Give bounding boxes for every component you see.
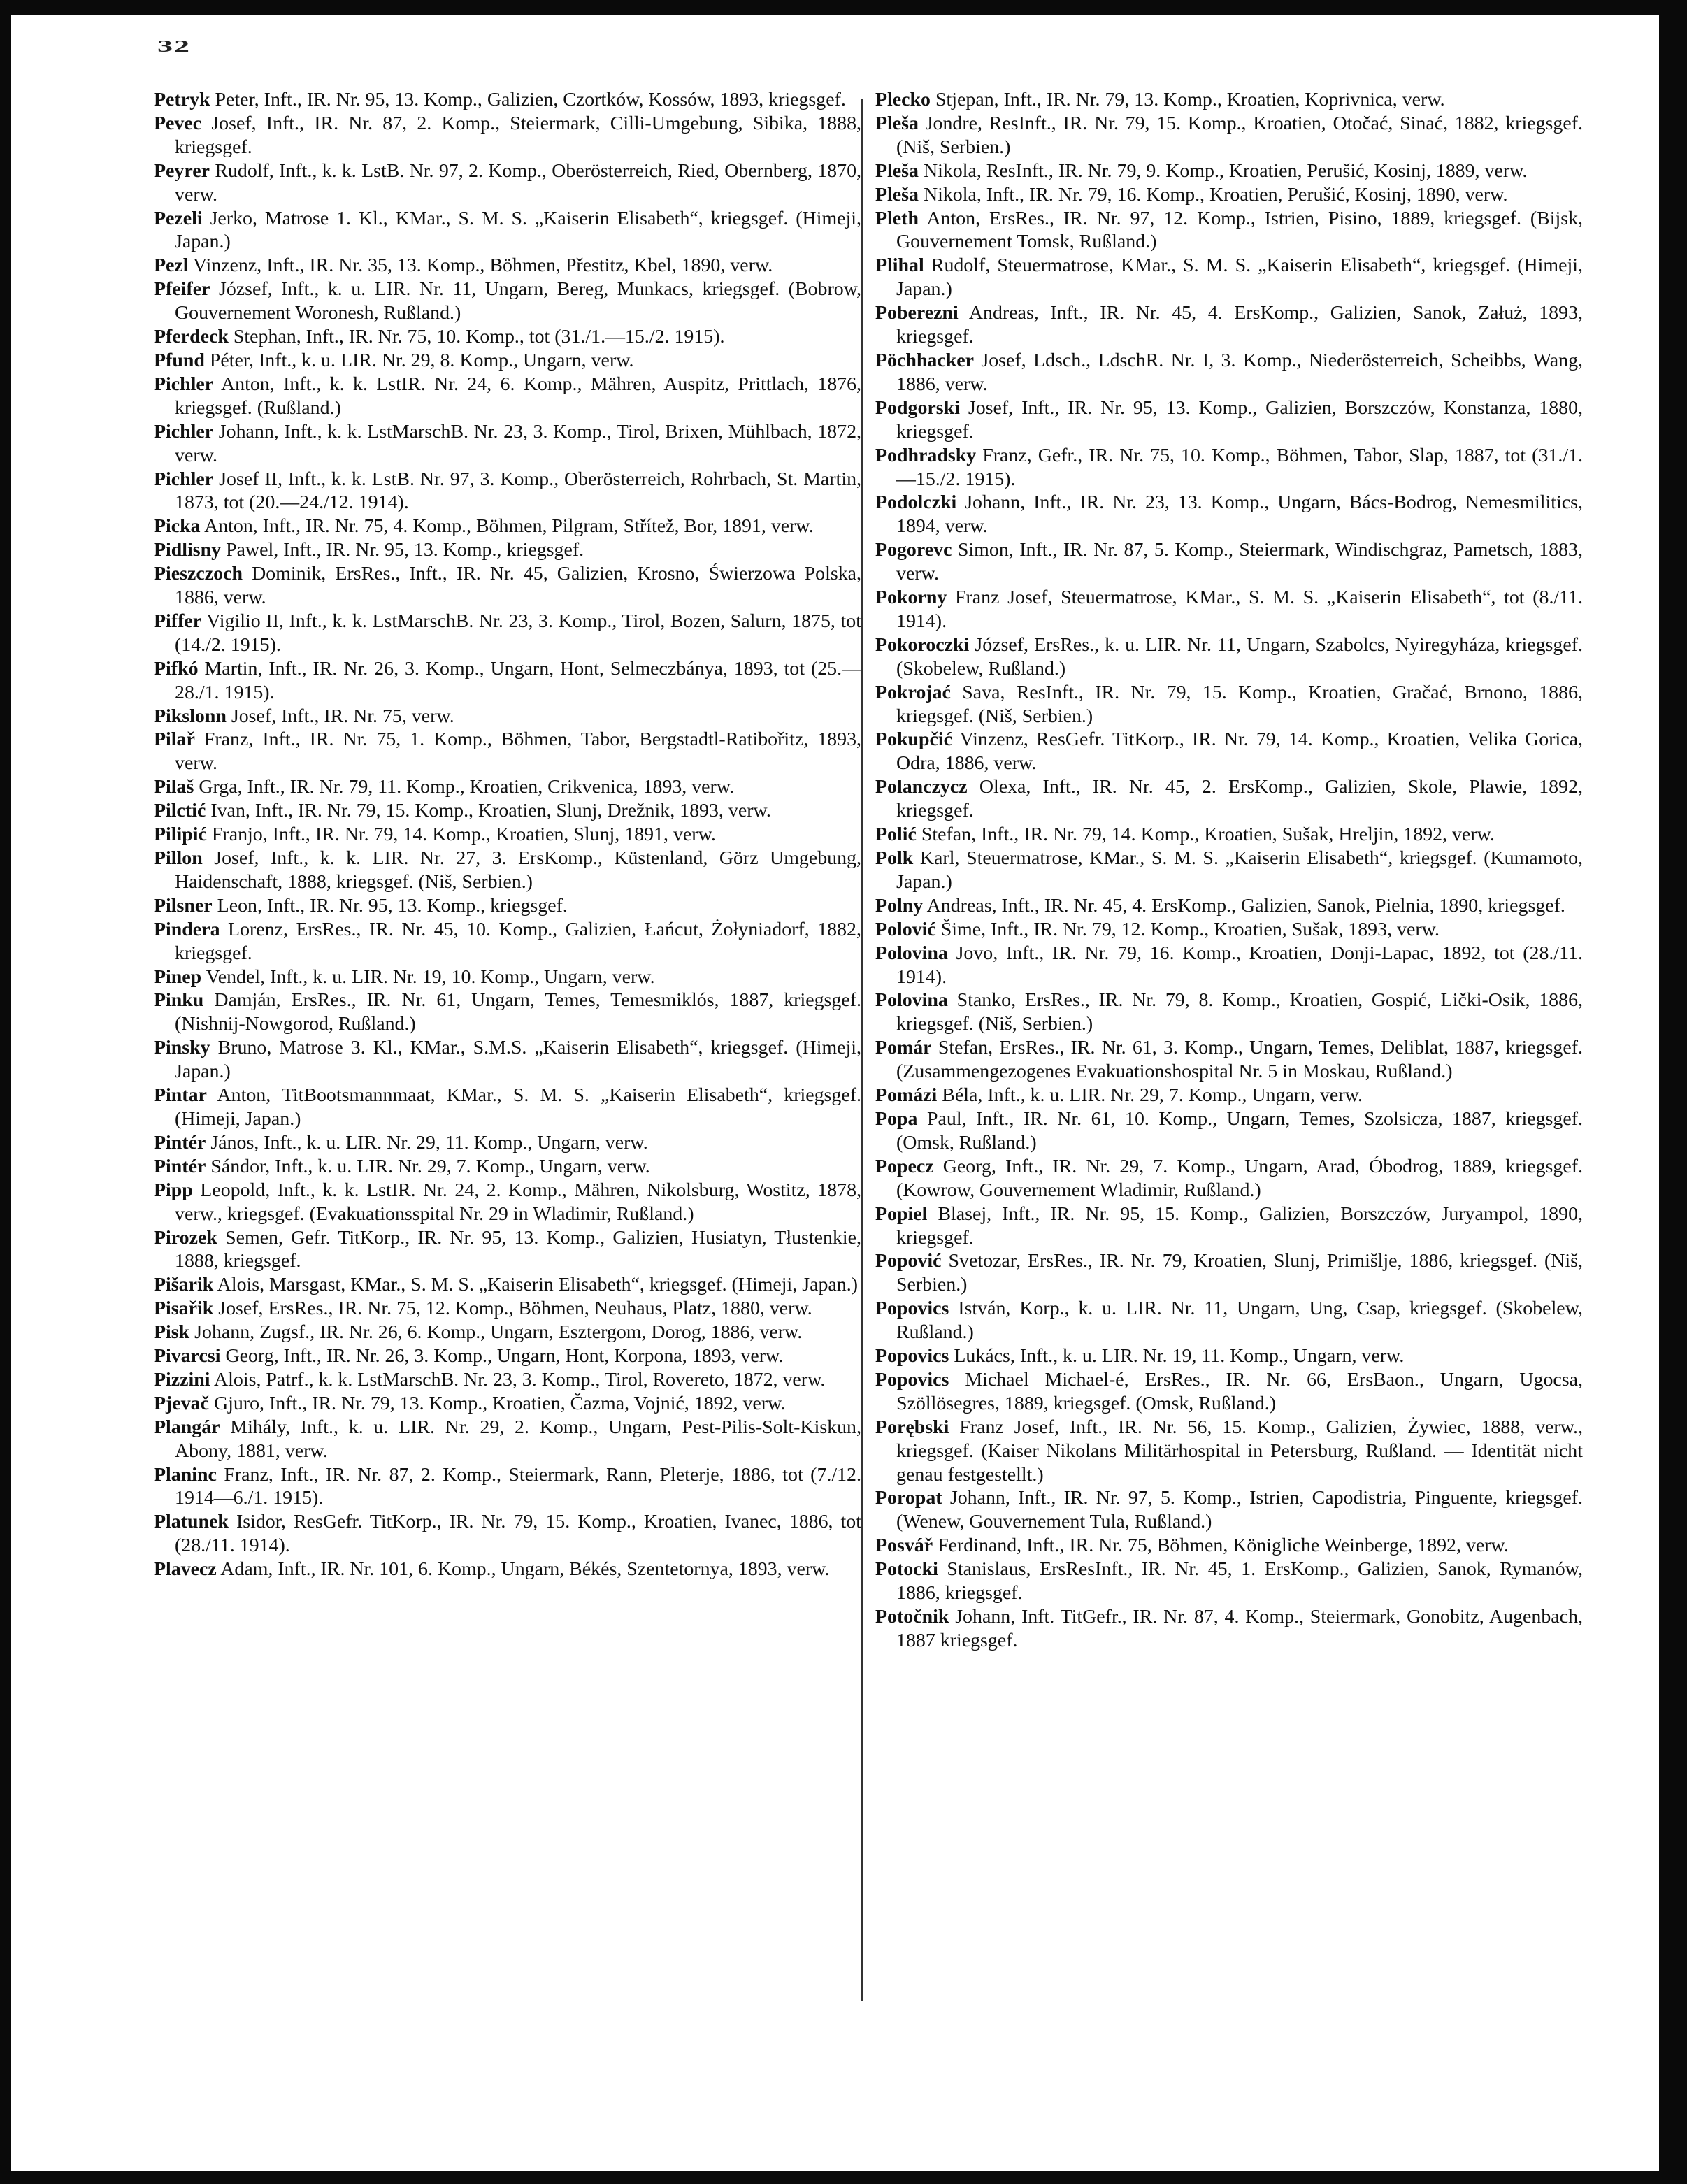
entry-surname: Pillon [154,847,203,869]
casualty-entry [875,942,1583,989]
casualty-entry [875,88,1583,112]
casualty-entry [875,681,1583,728]
entry-surname: Pilař [154,728,195,751]
entry-details: Josef, Inft., IR. Nr. 95, 13. Komp., Galizien, Borszczów, Konstanza, 1880, kriegsgef. [896,396,1583,443]
entry-surname: Pieszczoch [154,563,243,585]
casualty-entry [154,728,861,775]
entry-details: Svetozar, ErsRes., IR. Nr. 79, Kroatien, Slunj, Primišlje, 1886, kriegsgef. (Niš, Serbien.) [896,1250,1583,1296]
entry-details: Vendel, Inft., k. u. LIR. Nr. 19, 10. Komp., Ungarn, verw. [206,965,655,988]
right-column [875,88,1583,1653]
entry-details: Simon, Inft., IR. Nr. 87, 5. Komp., Steiermark, Windischgraz, Pametsch, 1883, verw. [896,539,1583,585]
entry-details: Andreas, Inft., IR. Nr. 45, 4. ErsKomp., Galizien, Sanok, Pielnia, 1890, kriegsgef. [926,894,1565,917]
entry-details: Johann, Zugsf., IR. Nr. 26, 6. Komp., Ungarn, Esztergom, Dorog, 1886, verw. [194,1321,803,1344]
entry-surname: Planinc [154,1463,217,1486]
casualty-entry [154,159,861,207]
entry-surname: Popovics [875,1368,949,1391]
casualty-entry [875,633,1583,681]
entry-details: Georg, Inft., IR. Nr. 26, 3. Komp., Ungarn, Hont, Korpona, 1893, verw. [225,1345,784,1367]
casualty-entry [875,1368,1583,1416]
casualty-entry [154,349,861,373]
casualty-entry [154,1368,861,1392]
entry-details: Franz, Inft., IR. Nr. 87, 2. Komp., Steiermark, Rann, Pleterje, 1886, tot (7./12. 1914—6./1. 1915). [175,1463,861,1509]
entry-details: Adam, Inft., IR. Nr. 101, 6. Komp., Ungarn, Békés, Szentetornya, 1893, verw. [220,1558,830,1581]
casualty-entry [875,1558,1583,1605]
casualty-entry [875,396,1583,444]
entry-details: Sava, ResInft., IR. Nr. 79, 15. Komp., Kroatien, Gračać, Brnono, 1886, kriegsgef. (Niš, Serbien.) [896,681,1583,727]
entry-surname: Polovina [875,989,948,1012]
entry-details: Damján, ErsRes., IR. Nr. 61, Ungarn, Temes, Temesmiklós, 1887, kriegsgef. (Nishnij-Nowgorod, Rußland.) [175,989,861,1035]
entry-details: Johann, Inft., IR. Nr. 97, 5. Komp., Istrien, Capodistria, Pinguente, kriegsgef. (Wenew, Gouvernement Tula, Rußland.) [896,1487,1583,1533]
entry-details: Rudolf, Steuermatrose, KMar., S. M. S. „Kaiserin Elisabeth“, kriegsgef. (Himeji, Japan.) [896,254,1583,301]
casualty-entry [154,894,861,918]
entry-details: Karl, Steuermatrose, KMar., S. M. S. „Kaiserin Elisabeth“, kriegsgef. (Kumamoto, Japan.) [896,847,1583,893]
entry-surname: Pilipić [154,824,207,846]
entry-details: Alois, Patrf., k. k. LstMarschB. Nr. 23, 3. Komp., Tirol, Rovereto, 1872, verw. [214,1368,826,1391]
entry-details: Anton, Inft., k. k. LstIR. Nr. 24, 6. Komp., Mähren, Auspitz, Prittlach, 1876, kriegsgef. (Rußland.) [175,373,862,419]
casualty-entry [154,965,861,989]
entry-details: Ferdinand, Inft., IR. Nr. 75, Böhmen, Königliche Weinberge, 1892, verw. [938,1535,1509,1557]
entry-surname: Pifkó [154,657,199,680]
entry-surname: Pindera [154,918,220,940]
entry-details: Stanko, ErsRes., IR. Nr. 79, 8. Komp., Kroatien, Gospić, Lički-Osik, 1886, kriegsgef. (Niš, Serbien.) [896,989,1583,1035]
casualty-entry [154,1155,861,1179]
entry-details: István, Korp., k. u. LIR. Nr. 11, Ungarn, Ung, Csap, kriegsgef. (Skobelew, Rußland.) [896,1298,1583,1344]
entry-surname: Pokorny [875,587,947,609]
entry-details: Bruno, Matrose 3. Kl., KMar., S.M.S. „Kaiserin Elisabeth“, kriegsgef. (Himeji, Japan.) [175,1037,861,1083]
entry-details: Grga, Inft., IR. Nr. 79, 11. Komp., Kroatien, Crikvenica, 1893, verw. [199,776,735,798]
entry-surname: Pinep [154,965,202,988]
entry-surname: Poberezni [875,302,959,324]
entry-details: Lukács, Inft., k. u. LIR. Nr. 19, 11. Komp., Ungarn, verw. [954,1345,1405,1367]
entry-details: József, Inft., k. u. LIR. Nr. 11, Ungarn, Bereg, Munkacs, kriegsgef. (Bobrow, Gouvernement Woronesh, Rußland.) [175,278,861,324]
casualty-entry [875,918,1583,942]
entry-surname: Popa [875,1107,918,1130]
casualty-entry [154,1131,861,1155]
casualty-entry [154,1463,861,1511]
entry-surname: Picka [154,515,201,538]
casualty-entry [154,657,861,705]
entry-surname: Pomázi [875,1084,938,1107]
casualty-entry [154,1179,861,1226]
casualty-entry [154,468,861,515]
casualty-entry [154,373,861,420]
entry-details: Nikola, ResInft., IR. Nr. 79, 9. Komp., Kroatien, Perušić, Kosinj, 1889, verw. [923,159,1528,182]
casualty-entry [875,1416,1583,1487]
entry-surname: Popiel [875,1202,928,1225]
entry-surname: Piffer [154,610,202,632]
casualty-entry [154,1344,861,1368]
scan-border-top [0,0,1687,15]
casualty-entry [875,207,1583,254]
entry-surname: Pichler [154,420,214,443]
entry-details: Josef, Inft., IR. Nr. 87, 2. Komp., Steiermark, Cilli-Umgebung, Sibika, 1888, kriegsgef. [175,112,861,158]
casualty-entry [154,88,861,112]
left-column [154,88,861,1581]
casualty-entry [875,1202,1583,1250]
casualty-entry [154,112,861,159]
casualty-entry [154,610,861,657]
entry-surname: Pomár [875,1037,932,1059]
casualty-entry [154,847,861,894]
entry-surname: Pjevač [154,1392,209,1414]
entry-details: Franz, Gefr., IR. Nr. 75, 10. Komp., Böhmen, Tabor, Slap, 1887, tot (31./1.—15./2. 1915). [896,444,1583,490]
entry-surname: Pirozek [154,1226,217,1249]
casualty-entry [154,1297,861,1321]
entry-details: Mihály, Inft., k. u. LIR. Nr. 29, 2. Komp., Ungarn, Pest-Pilis-Solt-Kiskun, Abony, 1881, verw. [175,1416,861,1462]
casualty-entry [875,1249,1583,1297]
casualty-entry [154,538,861,562]
casualty-entry [875,847,1583,894]
entry-details: Josef, Inft., k. k. LIR. Nr. 27, 3. ErsKomp., Küstenland, Görz Umgebung, Haidenschaft, 1888, kriegsgef. (Niš, Serbien.) [175,847,861,893]
casualty-entry [875,538,1583,586]
entry-surname: Pinsky [154,1037,210,1059]
column-divider [861,99,863,2001]
entry-surname: Pivarcsi [154,1345,221,1367]
entry-details: Franjo, Inft., IR. Nr. 79, 14. Komp., Kroatien, Slunj, 1891, verw. [211,824,716,846]
casualty-entry [154,1510,861,1558]
entry-details: Isidor, ResGefr. TitKorp., IR. Nr. 79, 15. Komp., Kroatien, Ivanec, 1886, tot (28./11. 1914). [175,1511,861,1557]
entry-surname: Polović [875,918,936,940]
casualty-entry [154,799,861,823]
entry-surname: Podolczki [875,491,957,514]
casualty-entry [875,775,1583,823]
entry-surname: Popovics [875,1298,949,1320]
casualty-entry [875,301,1583,349]
entry-surname: Podgorski [875,396,960,419]
entry-surname: Pleša [875,112,919,134]
casualty-entry [154,989,861,1036]
entry-details: Olexa, Inft., IR. Nr. 45, 2. ErsKomp., Galizien, Skole, Plawie, 1892, kriegsgef. [896,776,1583,822]
entry-details: Anton, Inft., IR. Nr. 75, 4. Komp., Böhmen, Pilgram, Střítež, Bor, 1891, verw. [204,515,814,538]
casualty-entry [875,894,1583,918]
casualty-entry [875,728,1583,775]
entry-details: Vinzenz, ResGefr. TitKorp., IR. Nr. 79, 14. Komp., Kroatien, Velika Gorica, Odra, 1886, verw. [896,728,1584,775]
casualty-entry [875,1107,1583,1155]
entry-surname: Plihal [875,254,924,277]
entry-details: Vinzenz, Inft., IR. Nr. 35, 13. Komp., Böhmen, Přestitz, Kbel, 1890, verw. [193,254,773,277]
entry-details: Péter, Inft., k. u. LIR. Nr. 29, 8. Komp., Ungarn, verw. [209,349,634,371]
entry-details: Johann, Inft., IR. Nr. 23, 13. Komp., Ungarn, Bács-Bodrog, Nemesmilitics, 1894, verw. [896,491,1583,538]
entry-surname: Pichler [154,468,214,490]
entry-surname: Pilaš [154,776,194,798]
casualty-entry [875,112,1583,159]
entry-surname: Pipp [154,1179,193,1201]
entry-surname: Polk [875,847,914,869]
entry-details: Anton, ErsRes., IR. Nr. 97, 12. Komp., Istrien, Pisino, 1889, kriegsgef. (Bijsk, Gouvernement Tomsk, Rußland.) [896,207,1584,253]
casualty-entry [875,1036,1583,1084]
entry-details: Semen, Gefr. TitKorp., IR. Nr. 95, 13. Komp., Galizien, Husiatyn, Tłustenkie, 1888, kriegsgef. [175,1226,861,1272]
entry-surname: Porębski [875,1416,949,1438]
casualty-entry [154,254,861,278]
entry-details: Martin, Inft., IR. Nr. 26, 3. Komp., Ungarn, Hont, Selmeczbánya, 1893, tot (25.—28./1. 1915). [175,657,861,703]
entry-details: Lorenz, ErsRes., IR. Nr. 45, 10. Komp., Galizien, Łańcut, Żołyniadorf, 1882, kriegsgef. [175,918,861,964]
entry-surname: Pichler [154,373,214,395]
entry-details: Šime, Inft., IR. Nr. 79, 12. Komp., Kroatien, Sušak, 1893, verw. [940,918,1440,940]
entry-surname: Platunek [154,1511,229,1533]
casualty-entry [875,1084,1583,1107]
entry-surname: Pezl [154,254,189,277]
entry-details: Blasej, Inft., IR. Nr. 95, 15. Komp., Galizien, Borszczów, Juryampol, 1890, kriegsgef. [896,1202,1583,1249]
entry-surname: Pinku [154,989,204,1012]
entry-details: Johann, Inft. TitGefr., IR. Nr. 87, 4. Komp., Steiermark, Gonobitz, Augenbach, 1887 kriegsgef. [896,1606,1583,1651]
entry-details: Josef, Inft., IR. Nr. 75, verw. [231,705,454,727]
entry-surname: Pogorevc [875,539,952,561]
entry-surname: Pizzini [154,1368,210,1391]
entry-surname: Pfund [154,349,205,371]
casualty-entry [154,515,861,538]
entry-details: Pawel, Inft., IR. Nr. 95, 13. Komp., kriegsgef. [226,539,584,561]
entry-details: Michael Michael-é, ErsRes., IR. Nr. 66, ErsBaon., Ungarn, Ugocsa, Szöllösegres, 1889, kriegsgef. (Omsk, Rußland.) [896,1368,1583,1414]
casualty-entry [154,1321,861,1344]
entry-surname: Poropat [875,1487,942,1509]
entry-details: Franz, Inft., IR. Nr. 75, 1. Komp., Böhmen, Tabor, Bergstadtl-Ratibořitz, 1893, verw. [175,728,861,775]
casualty-entry [154,1273,861,1297]
casualty-entry [154,775,861,799]
entry-details: Josef, Ldsch., LdschR. Nr. I, 3. Komp., Niederösterreich, Scheibbs, Wang, 1886, verw. [896,349,1583,395]
casualty-entry [154,1558,861,1581]
entry-surname: Pezeli [154,207,203,229]
casualty-entry [154,1416,861,1463]
casualty-entry [154,207,861,254]
casualty-entry [875,1155,1583,1202]
entry-details: Jerko, Matrose 1. Kl., KMar., S. M. S. „Kaiserin Elisabeth“, kriegsgef. (Himeji, Japan.) [175,207,861,253]
entry-details: Gjuro, Inft., IR. Nr. 79, 13. Komp., Kroatien, Čazma, Vojnić, 1892, verw. [213,1392,786,1414]
casualty-entry [154,1036,861,1084]
casualty-entry [875,1297,1583,1344]
entry-surname: Pevec [154,112,202,134]
entry-details: Stjepan, Inft., IR. Nr. 79, 13. Komp., Kroatien, Koprivnica, verw. [935,89,1445,110]
casualty-entry [875,586,1583,633]
entry-details: Leopold, Inft., k. k. LstIR. Nr. 24, 2. Komp., Mähren, Nikolsburg, Wostitz, 1878, verw., kriegsgef. (Evakuationsspital Nr. 29 in Wladimir, Rußland.) [175,1179,861,1225]
entry-surname: Polny [875,894,924,917]
entry-details: Stefan, ErsRes., IR. Nr. 61, 3. Komp., Ungarn, Temes, Deliblat, 1887, kriegsgef. (Zusammengezogenes Evakuationshospital Nr. 5 in Moskau, Rußland.) [896,1037,1583,1083]
casualty-entry [875,823,1583,847]
casualty-entry [875,491,1583,538]
entry-details: Johann, Inft., k. k. LstMarschB. Nr. 23, 3. Komp., Tirol, Brixen, Mühlbach, 1872, verw. [175,420,861,466]
casualty-entry [154,1226,861,1274]
entry-surname: Pleth [875,207,919,229]
scan-border-left [0,0,11,2184]
casualty-entry [154,325,861,349]
entry-details: Josef, ErsRes., IR. Nr. 75, 12. Komp., Böhmen, Neuhaus, Platz, 1880, verw. [218,1298,812,1320]
casualty-entry [875,989,1583,1036]
entry-details: Ivan, Inft., IR. Nr. 79, 15. Komp., Kroatien, Slunj, Drežnik, 1893, verw. [210,800,771,822]
casualty-entry [154,918,861,965]
entry-details: József, ErsRes., k. u. LIR. Nr. 11, Ungarn, Szabolcs, Nyiregyháza, kriegsgef. (Skobelew, Rußland.) [896,633,1583,680]
entry-surname: Pokrojać [875,681,951,703]
entry-surname: Plecko [875,89,931,110]
scan-border-bottom [0,2171,1687,2184]
casualty-entry [154,1392,861,1416]
entry-surname: Potocki [875,1558,938,1581]
casualty-entry [875,444,1583,491]
casualty-entry [875,1605,1583,1653]
entry-details: Franz Josef, Steuermatrose, KMar., S. M. S. „Kaiserin Elisabeth“, tot (8./11. 1914). [896,587,1583,632]
entry-details: Franz Josef, Inft., IR. Nr. 56, 15. Komp., Galizien, Żywiec, 1888, verw., kriegsgef. (Kaiser Nikolans Militärhospital in Petersburg, Rußland. — Identität nicht genau festgestellt.) [896,1416,1583,1486]
entry-details: Stefan, Inft., IR. Nr. 79, 14. Komp., Kroatien, Sušak, Hreljin, 1892, verw. [921,824,1495,846]
entry-details: Andreas, Inft., IR. Nr. 45, 4. ErsKomp., Galizien, Sanok, Załuż, 1893, kriegsgef. [896,302,1583,348]
entry-surname: Pilsner [154,894,213,917]
entry-surname: Pöchhacker [875,349,974,371]
entry-surname: Peyrer [154,159,210,182]
entry-details: Anton, TitBootsmannmaat, KMar., S. M. S. „Kaiserin Elisabeth“, kriegsgef. (Himeji, Japan.) [175,1084,861,1130]
entry-surname: Pintar [154,1084,207,1107]
entry-surname: Popecz [875,1155,934,1177]
entry-details: Dominik, ErsRes., Inft., IR. Nr. 45, Galizien, Krosno, Świerzowa Polska, 1886, verw. [175,563,862,609]
casualty-entry [875,159,1583,183]
entry-surname: Pfeifer [154,278,210,301]
casualty-entry [154,420,861,468]
entry-details: Jovo, Inft., IR. Nr. 79, 16. Komp., Kroatien, Donji-Lapac, 1892, tot (28./11. 1914). [896,942,1583,988]
entry-surname: Petryk [154,89,210,110]
entry-details: Nikola, Inft., IR. Nr. 79, 16. Komp., Kroatien, Perušić, Kosinj, 1890, verw. [923,183,1508,206]
entry-details: Rudolf, Inft., k. k. LstB. Nr. 97, 2. Komp., Oberösterreich, Ried, Obernberg, 1870, verw. [175,159,861,206]
entry-surname: Podhradsky [875,444,977,466]
entry-surname: Plavecz [154,1558,217,1581]
entry-details: Stephan, Inft., IR. Nr. 75, 10. Komp., tot (31./1.—15./2. 1915). [233,326,725,348]
entry-surname: Popović [875,1250,942,1272]
casualty-entry [875,349,1583,396]
casualty-entry [875,1534,1583,1558]
entry-surname: Pokoroczki [875,633,970,656]
casualty-entry [154,278,861,325]
entry-surname: Pleša [875,183,919,206]
entry-surname: Polić [875,824,917,846]
scan-border-right [1659,0,1687,2184]
entry-details: Georg, Inft., IR. Nr. 29, 7. Komp., Ungarn, Arad, Óbodrog, 1889, kriegsgef. (Kowrow, Gouvernement Wladimir, Rußland.) [896,1155,1583,1201]
entry-surname: Pisk [154,1321,190,1344]
entry-details: Paul, Inft., IR. Nr. 61, 10. Komp., Ungarn, Temes, Szolsicza, 1887, kriegsgef. (Omsk, Rußland.) [896,1107,1583,1154]
casualty-entry [875,1486,1583,1534]
casualty-entry [154,823,861,847]
entry-surname: Pintér [154,1131,206,1154]
entry-details: Stanislaus, ErsResInft., IR. Nr. 45, 1. ErsKomp., Galizien, Sanok, Rymanów, 1886, kriegsgef. [896,1558,1583,1604]
entry-surname: Pišarik [154,1274,214,1296]
entry-surname: Pilctić [154,800,206,822]
entry-details: Josef II, Inft., k. k. LstB. Nr. 97, 3. Komp., Oberösterreich, Rohrbach, St. Martin, 1873, tot (20.—24./12. 1914). [175,468,862,514]
entry-surname: Pferdeck [154,326,229,348]
entry-details: Peter, Inft., IR. Nr. 95, 13. Komp., Galizien, Czortków, Kossów, 1893, kriegsgef. [215,89,846,110]
entry-details: Leon, Inft., IR. Nr. 95, 13. Komp., kriegsgef. [217,894,568,917]
entry-surname: Polanczycz [875,776,968,798]
entry-surname: Pleša [875,159,919,182]
entry-details: János, Inft., k. u. LIR. Nr. 29, 11. Komp., Ungarn, verw. [210,1131,648,1154]
entry-surname: Potočnik [875,1606,949,1628]
entry-surname: Posvář [875,1535,933,1557]
entry-surname: Pisařik [154,1298,214,1320]
entry-details: Sándor, Inft., k. u. LIR. Nr. 29, 7. Komp., Ungarn, verw. [210,1155,650,1177]
page-number: 32 [157,36,191,56]
casualty-entry [154,1084,861,1131]
casualty-entry [875,254,1583,301]
casualty-entry [154,705,861,728]
entry-details: Béla, Inft., k. u. LIR. Nr. 29, 7. Komp., Ungarn, verw. [942,1084,1363,1107]
casualty-entry [154,562,861,610]
casualty-entry [875,1344,1583,1368]
entry-details: Alois, Marsgast, KMar., S. M. S. „Kaiserin Elisabeth“, kriegsgef. (Himeji, Japan.) [217,1274,859,1296]
entry-surname: Popovics [875,1345,949,1367]
entry-surname: Polovina [875,942,948,964]
entry-surname: Pintér [154,1155,206,1177]
entry-surname: Plangár [154,1416,220,1438]
entry-surname: Pikslonn [154,705,227,727]
entry-details: Vigilio II, Inft., k. k. LstMarschB. Nr. 23, 3. Komp., Tirol, Bozen, Salurn, 1875, tot (14./2. 1915). [175,610,862,656]
entry-surname: Pokupčić [875,728,953,751]
entry-details: Jondre, ResInft., IR. Nr. 79, 15. Komp., Kroatien, Otočać, Sinać, 1882, kriegsgef. (Niš, Serbien.) [896,112,1583,158]
entry-surname: Pidlisny [154,539,222,561]
casualty-entry [875,183,1583,207]
